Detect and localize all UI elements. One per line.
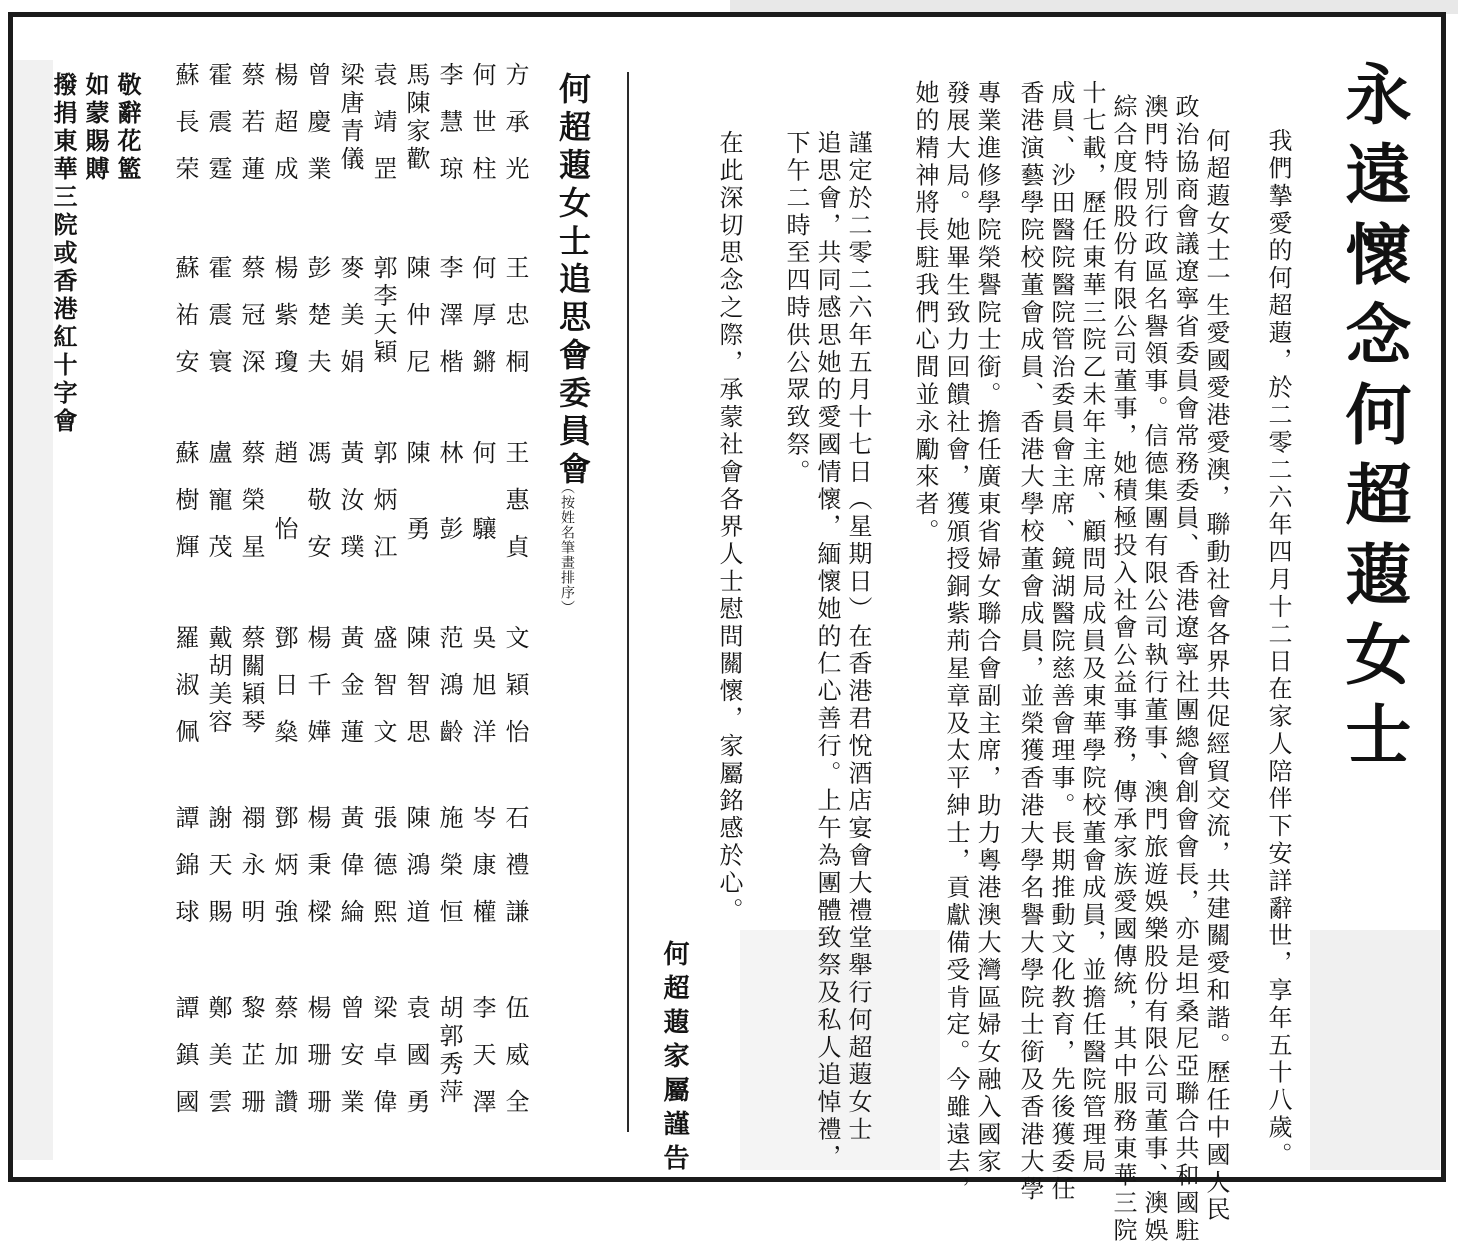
committee-member: 曾慶業 [303, 62, 331, 203]
committee-member: 謝天賜 [204, 805, 232, 946]
committee-member: 何世柱 [468, 62, 496, 203]
committee-member: 蘇樹輝 [171, 440, 199, 581]
committee-member: 禤永明 [237, 805, 265, 946]
committee-member: 麥美娟 [336, 255, 364, 396]
committee-member: 鄧日燊 [270, 625, 298, 766]
notice-line-1: 我們摯愛的何超蕸，於二零二六年四月十二日在家人陪伴下安詳辭世，享年五十八歲。 [1264, 128, 1292, 1170]
committee-member: 蔡冠深 [237, 255, 265, 396]
notice-line-2: 何超蕸女士一生愛國愛港愛澳，聯動社會各界共促經貿交流，共建關愛和諧。歷任中國人民 [1202, 128, 1230, 1224]
committee-member: 蔡榮星 [237, 440, 265, 581]
committee-member: 王惠貞 [501, 440, 529, 581]
committee-title: 何超蕸女士追思會委員會 [554, 72, 592, 490]
committee-member: 袁靖罡 [369, 62, 397, 203]
committee-member: 方承光 [501, 62, 529, 203]
notice-line-11: 她的精神將長駐我們心間並永勵來者。 [911, 80, 939, 546]
committee-member: 王忠桐 [501, 255, 529, 396]
notice-line-4: 澳門特別行政區名譽領事。信德集團有限公司執行董事、澳門旅遊娛樂股份有限公司董事、澳娛 [1140, 94, 1168, 1245]
committee-member: 黃金蓮 [336, 625, 364, 766]
committee-member: 林彭 [435, 440, 463, 592]
committee-member: 蘇祐安 [171, 255, 199, 396]
committee-member: 盛智文 [369, 625, 397, 766]
committee-member: 彭楚夫 [303, 255, 331, 396]
notice-line-15: 在此深切思念之際，承蒙社會各界人士慰問關懷，家屬銘感於心。 [715, 130, 743, 925]
committee-member: 陳勇 [402, 440, 430, 592]
committee-member: 鄧炳強 [270, 805, 298, 946]
committee-member: 胡郭秀萍 [435, 995, 463, 1107]
committee-member: 何驤 [468, 440, 496, 592]
committee-member: 黃汝璞 [336, 440, 364, 581]
notice-line-3: 政治協商會議遼寧省委員會常務委員、香港遼寧社團總會創會會長，亦是坦桑尼亞聯合共和國駐 [1171, 94, 1199, 1245]
committee-member: 蘇長荣 [171, 62, 199, 203]
notice-line-13: 追思會，共同感思她的愛國情懷，緬懷她的仁心善行。上午為團體致祭及私人追悼禮， [813, 130, 841, 1172]
footer-no-flowers: 敬辭花籃 [113, 72, 142, 184]
committee-member: 鄭美雲 [204, 995, 232, 1136]
notice-line-7: 成員、沙田醫院醫院管治委員會主席、鏡湖醫院慈善會理事。長期推動文化教育，先後獲委任 [1047, 80, 1075, 1204]
committee-member: 李慧琼 [435, 62, 463, 203]
notice-line-12: 謹定於二零二六年五月十七日（星期日）在香港君悅酒店宴會大禮堂舉行何超蕸女士 [844, 130, 872, 1144]
committee-member: 李天澤 [468, 995, 496, 1136]
committee-member: 文穎怡 [501, 625, 529, 766]
committee-member: 楊千嬅 [303, 625, 331, 766]
notice-line-6: 十七載，歷任東華三院乙未年主席、顧問局成員及東華學院校董會成員，並擔任醫院管理局 [1078, 80, 1106, 1176]
committee-member: 郭炳江 [369, 440, 397, 581]
committee-member: 蔡加讚 [270, 995, 298, 1136]
committee-member: 李澤楷 [435, 255, 463, 396]
committee-member: 石禮謙 [501, 805, 529, 946]
committee-member: 楊超成 [270, 62, 298, 203]
committee-member: 曾安業 [336, 995, 364, 1136]
footer-donation: 撥捐東華三院或香港紅十字會 [49, 72, 78, 436]
committee-member: 楊紫瓊 [270, 255, 298, 396]
committee-member: 張德熙 [369, 805, 397, 946]
committee-member: 楊秉樑 [303, 805, 331, 946]
notice-line-8: 香港演藝學院校董會成員、香港大學校董會成員，並榮獲香港大學名譽大學院士銜及香港大學 [1016, 80, 1044, 1204]
committee-member: 黃偉綸 [336, 805, 364, 946]
committee-member: 施榮恒 [435, 805, 463, 946]
notice-line-14: 下午二時至四時供公眾致祭。 [782, 130, 810, 487]
committee-member: 霍震寰 [204, 255, 232, 396]
committee-member: 范鴻齡 [435, 625, 463, 766]
committee-member: 袁國勇 [402, 995, 430, 1136]
committee-member: 馬陳家歡 [402, 62, 430, 174]
committee-member: 馮敬安 [303, 440, 331, 581]
notice-line-9: 專業進修學院榮譽院士銜。擔任廣東省婦女聯合會副主席，助力粵港澳大灣區婦女融入國家 [973, 80, 1001, 1176]
committee-member: 譚錦球 [171, 805, 199, 946]
committee-member: 霍震霆 [204, 62, 232, 203]
committee-member: 梁卓偉 [369, 995, 397, 1136]
committee-member: 梁唐青儀 [336, 62, 364, 174]
committee-member: 陳鴻道 [402, 805, 430, 946]
notice-title: 永遠懷念何超蕸女士 [1334, 60, 1412, 780]
committee-member: 吳旭洋 [468, 625, 496, 766]
committee-member: 陳智思 [402, 625, 430, 766]
committee-member: 趙怡 [270, 440, 298, 592]
committee-note: （按姓名筆畫排序） [559, 480, 575, 615]
committee-member: 黎芷珊 [237, 995, 265, 1136]
section-divider [627, 72, 629, 1132]
committee-member: 郭李天穎 [369, 255, 397, 367]
committee-member: 陳仲尼 [402, 255, 430, 396]
footer-condolence: 如蒙賜賻 [81, 72, 110, 184]
committee-member: 何厚鏘 [468, 255, 496, 396]
committee-member: 戴胡美容 [204, 625, 232, 737]
committee-member: 岑康權 [468, 805, 496, 946]
committee-member: 羅淑佩 [171, 625, 199, 766]
committee-member: 盧寵茂 [204, 440, 232, 581]
committee-member: 蔡若蓮 [237, 62, 265, 203]
committee-member: 伍威全 [501, 995, 529, 1136]
notice-line-5: 綜合度假股份有限公司董事，她積極投入社會公益事務，傳承家族愛國傳統，其中服務東華三院 [1109, 94, 1137, 1245]
family-signature: 何超蕸家屬謹告 [659, 940, 689, 1178]
notice-line-10: 發展大局。她畢生致力回饋社會，獲頒授銅紫荊星章及太平紳士，貢獻備受肯定。今雖遠去， [942, 80, 970, 1204]
committee-member: 譚鎮國 [171, 995, 199, 1136]
committee-member: 楊珊珊 [303, 995, 331, 1136]
committee-member: 蔡關穎琴 [237, 625, 265, 737]
